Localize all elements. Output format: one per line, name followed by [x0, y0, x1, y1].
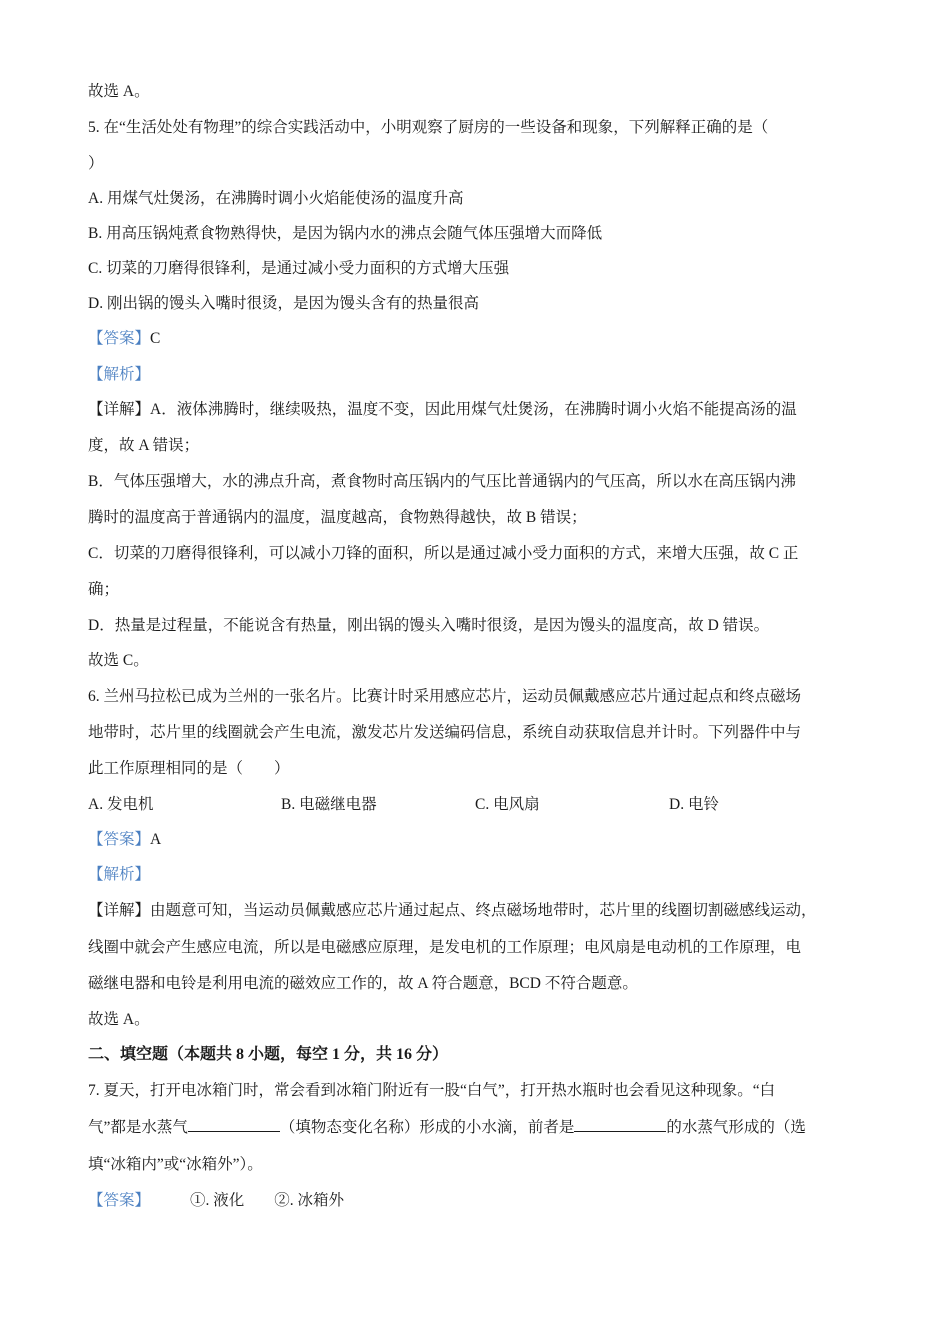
- text-line: 线圈中就会产生感应电流，所以是电磁感应原理，是发电机的工作原理；电风扇是电动机的工作原理，电: [88, 939, 802, 956]
- question-6-stem: 6. 兰州马拉松已成为兰州的一张名片。比赛计时采用感应芯片，运动员佩戴感应芯片通过起点和终点磁场: [88, 688, 802, 705]
- analysis-tag: 【解析】: [88, 366, 151, 383]
- detail-tag: 【详解】: [88, 902, 151, 919]
- question-7-stem: 填“冰箱内”或“冰箱外”）。: [88, 1156, 263, 1173]
- text-line: 故选 A。: [88, 1011, 150, 1028]
- text-line: B．气体压强增大，水的沸点升高，煮食物时高压锅内的气压比普通锅内的气压高，所以水在高压锅内沸: [88, 473, 796, 490]
- answer-value: A: [150, 831, 162, 848]
- option-c: C. 切菜的刀磨得很锋利，是通过减小受力面积的方式增大压强: [88, 260, 510, 277]
- fill-blank-2: [574, 1117, 666, 1132]
- option-b: B. 电磁继电器: [281, 796, 377, 813]
- question-6-stem: 地带时，芯片里的线圈就会产生电流，激发芯片发送编码信息，系统自动获取信息并计时。下列器件中与: [88, 724, 802, 741]
- answer-tag: 【答案】: [88, 330, 151, 347]
- question-5-stem-end: ）: [88, 155, 104, 172]
- text-line: 故选 A。: [88, 83, 150, 100]
- answer-line: [88, 829, 161, 851]
- text-line: 腾时的温度高于普通锅内的温度，温度越高，食物熟得越快，故 B 错误；: [88, 509, 587, 526]
- fill-blank-1: [188, 1117, 280, 1132]
- answer-blank-2: ②. 冰箱外: [274, 1192, 345, 1209]
- answer-line: [88, 328, 160, 350]
- question-6-stem: 此工作原理相同的是（ ）: [88, 760, 290, 777]
- question-7-stem: 7. 夏天，打开电冰箱门时，常会看到冰箱门附近有一股“白气”，打开热水瓶时也会看见这种现象。“白: [88, 1082, 776, 1099]
- text-line: 确；: [88, 581, 120, 598]
- stem-part: 气”都是水蒸气: [88, 1119, 188, 1136]
- text-line: 磁继电器和电铃是利用电流的磁效应工作的，故 A 符合题意，BCD 不符合题意。: [88, 975, 638, 992]
- text-line: 度，故 A 错误；: [88, 437, 200, 454]
- detail-line: [88, 399, 797, 421]
- option-d: D. 电铃: [669, 796, 719, 813]
- answer-line: [88, 1190, 344, 1212]
- question-5-stem: 5. 在“生活处处有物理”的综合实践活动中，小明观察了厨房的一些设备和现象，下列解释正确的是（: [88, 119, 769, 136]
- stem-part: 的水蒸气形成的（选: [666, 1119, 806, 1136]
- detail-line: [88, 900, 817, 922]
- text-line: C．切菜的刀磨得很锋利，可以减小刀锋的面积，所以是通过减小受力面积的方式，来增大压强，故 C 正: [88, 545, 799, 562]
- answer-tag: 【答案】: [88, 1192, 151, 1209]
- analysis-line: [88, 864, 150, 886]
- detail-text: 由题意可知，当运动员佩戴感应芯片通过起点、终点磁场地带时，芯片里的线圈切割磁感线运动，: [150, 902, 817, 919]
- detail-tag: 【详解】: [88, 401, 151, 418]
- text-line: 故选 C。: [88, 652, 149, 669]
- option-a: A. 发电机: [88, 796, 154, 813]
- question-7-stem: [88, 1117, 806, 1139]
- answer-blank-1: ①. 液化: [190, 1192, 245, 1209]
- option-d: D. 刚出锅的馒头入嘴时很烫，是因为馒头含有的热量很高: [88, 295, 479, 312]
- option-b: B. 用高压锅炖煮食物熟得快，是因为锅内水的沸点会随气体压强增大而降低: [88, 225, 603, 242]
- option-a: A. 用煤气灶煲汤，在沸腾时调小火焰能使汤的温度升高: [88, 190, 464, 207]
- analysis-tag: 【解析】: [88, 866, 151, 883]
- section-heading: 二、填空题（本题共 8 小题，每空 1 分，共 16 分）: [88, 1046, 449, 1063]
- stem-part: （填物态变化名称）形成的小水滴，前者是: [279, 1119, 575, 1136]
- text-line: D．热量是过程量，不能说含有热量，刚出锅的馒头入嘴时很烫，是因为馒头的温度高，故 D 错误。: [88, 617, 770, 634]
- detail-text: A．液体沸腾时，继续吸热，温度不变，因此用煤气灶煲汤，在沸腾时调小火焰不能提高汤的温: [150, 401, 797, 418]
- analysis-line: [88, 364, 150, 386]
- answer-value: C: [150, 330, 161, 347]
- option-c: C. 电风扇: [475, 796, 540, 813]
- answer-tag: 【答案】: [88, 831, 151, 848]
